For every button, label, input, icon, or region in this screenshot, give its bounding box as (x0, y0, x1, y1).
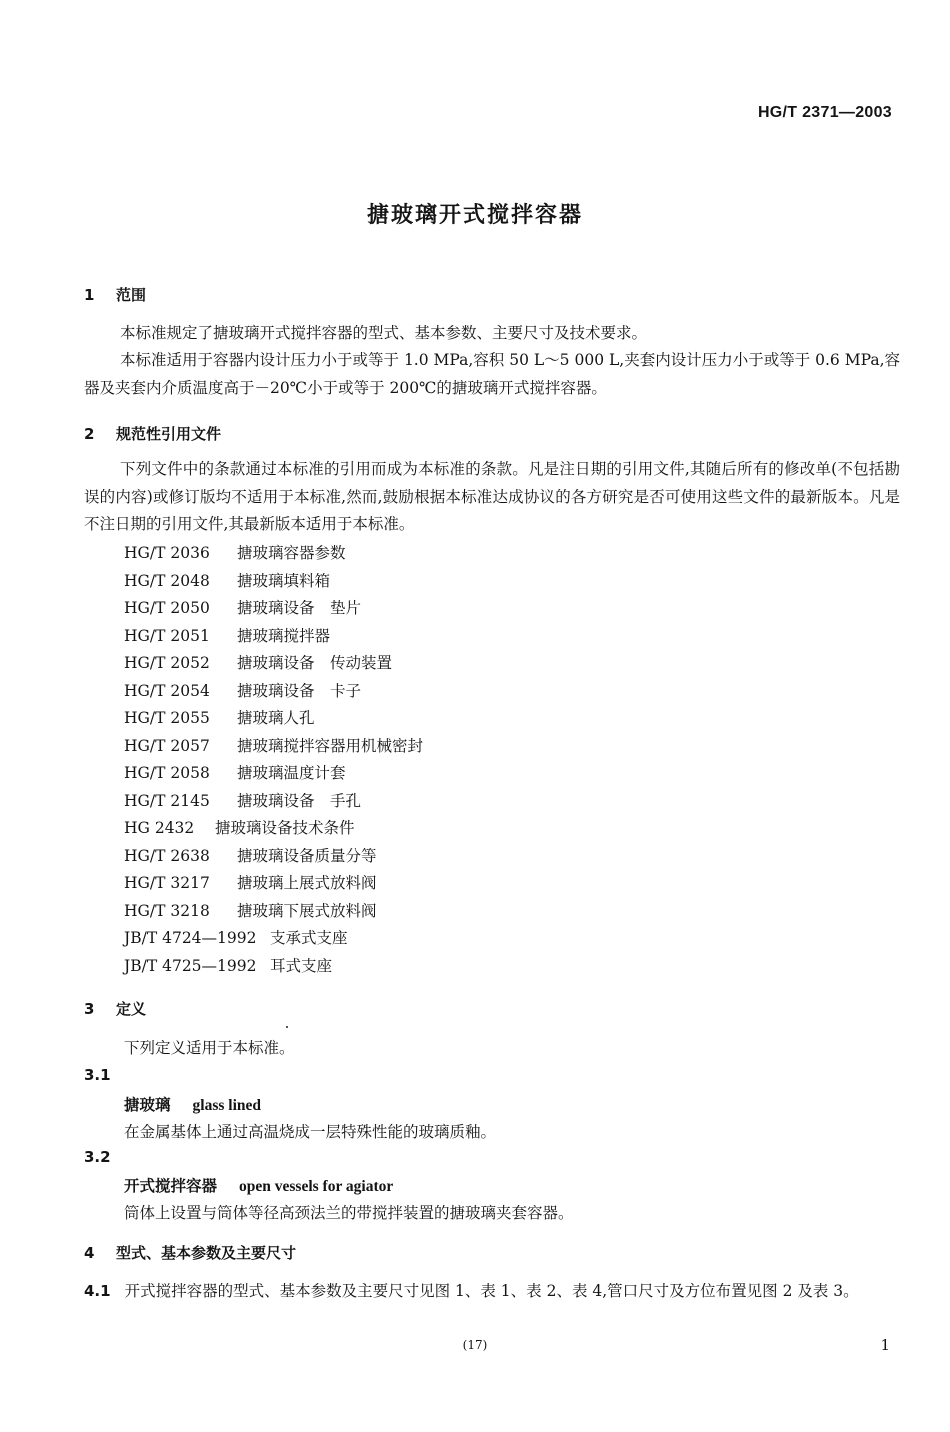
reference-code: JB/T 4724—1992 (124, 929, 257, 947)
standard-code: HG/T 2371—2003 (757, 104, 892, 121)
reference-code: HG/T 2036 (124, 544, 210, 562)
clause-text: 开式搅拌容器的型式、基本参数及主要尺寸见图 1、表 1、表 2、表 4,管口尺寸及方位布置见图 2 及表 3。 (124, 1282, 859, 1300)
reference-code: HG/T 2055 (124, 709, 210, 727)
term-chinese: 搪玻璃 (124, 1096, 171, 1114)
reference-code: HG/T 2052 (124, 654, 210, 672)
section-number: 2 (84, 425, 95, 443)
reference-item (124, 760, 423, 788)
reference-item (124, 705, 423, 733)
section-2-intro: 下列文件中的条款通过本标准的引用而成为本标准的条款。凡是注日期的引用文件,其随后所有的修改单(不包括勘误的内容)或修订版均不适用于本标准,然而,鼓励根据本标准达成协议的各方研究是否可使用这些文件的最新版本。凡是不注日期的引用文件,其最新版本适用于本标准。 (84, 460, 900, 533)
reference-item (124, 650, 423, 678)
section-3-heading (84, 998, 146, 1019)
reference-item (124, 898, 423, 926)
reference-code: HG/T 2145 (124, 791, 210, 810)
section-4-heading (84, 1242, 296, 1263)
reference-item (124, 623, 423, 651)
reference-code: HG/T 2048 (124, 571, 210, 590)
clause-3-2-number: 3.2 (84, 1148, 111, 1166)
reference-title: 搪玻璃设备 手孔 (237, 791, 362, 810)
reference-code: HG/T 3218 (124, 901, 210, 920)
reference-title: 搪玻璃设备 垫片 (237, 599, 362, 617)
term-chinese: 开式搅拌容器 (124, 1177, 218, 1195)
reference-title: 支承式支座 (270, 929, 348, 947)
section-title: 规范性引用文件 (116, 425, 222, 443)
reference-code: HG/T 3217 (124, 874, 210, 892)
reference-title: 搪玻璃搅拌容器用机械密封 (237, 736, 424, 755)
reference-item (124, 733, 423, 761)
reference-item (124, 788, 423, 816)
reference-code: HG/T 2051 (124, 626, 210, 645)
reference-item (124, 568, 423, 596)
reference-item (124, 540, 423, 568)
reference-code: HG/T 2058 (124, 764, 210, 782)
reference-title: 搪玻璃设备 卡子 (237, 681, 362, 700)
section-title: 型式、基本参数及主要尺寸 (116, 1244, 297, 1262)
reference-title: 搪玻璃人孔 (237, 709, 315, 727)
section-1-paragraph-1: 本标准规定了搪玻璃开式搅拌容器的型式、基本参数、主要尺寸及技术要求。 (120, 324, 648, 342)
reference-title: 搪玻璃温度计套 (237, 764, 346, 782)
reference-title: 搪玻璃设备技术条件 (215, 819, 355, 837)
reference-item (124, 815, 423, 843)
section-number: 1 (84, 286, 95, 304)
section-1-heading (84, 284, 146, 305)
section-3-intro: 下列定义适用于本标准。 (124, 1039, 295, 1057)
section-title: 范围 (116, 286, 147, 304)
term-english: glass lined (192, 1097, 261, 1114)
term-3-1 (124, 1093, 261, 1115)
reference-title: 搪玻璃设备 传动装置 (237, 654, 393, 672)
reference-title: 搪玻璃上展式放料阀 (237, 874, 377, 892)
reference-title: 搪玻璃填料箱 (237, 571, 331, 590)
reference-code: HG 2432 (124, 819, 195, 837)
reference-item (124, 925, 423, 953)
scan-speck (286, 1026, 288, 1028)
reference-item (124, 870, 423, 898)
reference-code: HG/T 2054 (124, 681, 210, 700)
section-title: 定义 (116, 1000, 147, 1018)
reference-title: 搪玻璃容器参数 (237, 544, 346, 562)
reference-item (124, 953, 423, 981)
page-number: 1 (880, 1336, 890, 1354)
section-number: 4 (84, 1244, 95, 1262)
term-english: open vessels for agiator (239, 1178, 394, 1195)
section-number: 3 (84, 1000, 95, 1018)
reference-code: HG/T 2057 (124, 736, 210, 755)
section-2-heading (84, 423, 221, 444)
reference-title: 搪玻璃下展式放料阀 (237, 901, 377, 920)
term-3-1-definition: 在金属基体上通过高温烧成一层特殊性能的玻璃质釉。 (124, 1123, 497, 1141)
reference-item (124, 843, 423, 871)
reference-title: 搪玻璃设备质量分等 (237, 846, 377, 865)
section-1-paragraph-2: 本标准适用于容器内设计压力小于或等于 1.0 MPa,容积 50 L～5 000 L,夹套内设计压力小于或等于 0.6 MPa,容器及夹套内介质温度高于－20℃小于或等于 200℃的搪玻璃开式搅拌容器。 (84, 351, 900, 397)
reference-title: 耳式支座 (270, 956, 333, 975)
reference-item (124, 678, 423, 706)
clause-number: 4.1 (84, 1282, 111, 1300)
reference-code: HG/T 2050 (124, 599, 210, 617)
reference-item (124, 595, 423, 623)
term-3-2 (124, 1174, 393, 1196)
document-title: 搪玻璃开式搅拌容器 (366, 203, 583, 228)
reference-list (124, 540, 423, 980)
footer-page-code: (17) (462, 1338, 488, 1352)
clause-4-1 (84, 1278, 900, 1306)
term-3-2-definition: 筒体上设置与筒体等径高颈法兰的带搅拌装置的搪玻璃夹套容器。 (124, 1204, 574, 1222)
clause-3-1-number: 3.1 (84, 1066, 111, 1084)
reference-code: JB/T 4725—1992 (124, 956, 257, 975)
reference-title: 搪玻璃搅拌器 (237, 626, 331, 645)
reference-code: HG/T 2638 (124, 846, 210, 865)
